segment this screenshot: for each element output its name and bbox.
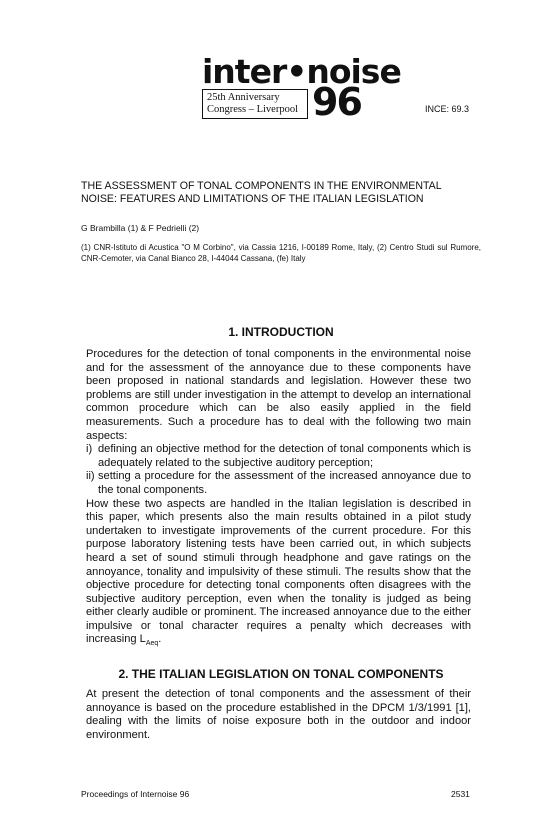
section-2-heading: 2. THE ITALIAN LEGISLATION ON TONAL COMPONENTS <box>118 667 444 681</box>
body-paragraph <box>86 498 471 652</box>
laeq-subscript: Aeq <box>145 640 159 648</box>
logo-box-line1: 25th Anniversary <box>207 92 280 103</box>
list-item-2-text: setting a procedure for the assessment of the increased annoyance due to the tonal components. <box>98 470 471 496</box>
logo-wordmark: inter•noise <box>202 52 401 91</box>
page-number: 2531 <box>451 789 470 799</box>
list-item-2 <box>86 470 471 497</box>
list-item-1-number: i) <box>86 443 93 456</box>
logo-year: 96 <box>312 80 361 124</box>
authors: G Brambilla (1) & F Pedrielli (2) <box>81 223 200 233</box>
ince-code: INCE: 69.3 <box>425 104 470 114</box>
logo-box-line2: Congress – Liverpool <box>207 104 298 115</box>
logo-anniversary-box <box>202 89 308 119</box>
list-item-1-text: defining an objective method for the detection of tonal components which is adequately related to the subjective auditory perception; <box>98 443 471 469</box>
title-line-1: THE ASSESSMENT OF TONAL COMPONENTS IN THE ENVIRONMENTAL <box>81 180 442 192</box>
section-2-paragraph: At present the detection of tonal components and the assessment of their annoyance is based on the procedure established in the DPCM 1/3/1991 [1], dealing with the limits of noise exposure both in the outdoor and indoor environment. <box>86 688 471 741</box>
section-2-body <box>86 688 471 742</box>
list-item-2-number: ii) <box>86 470 95 483</box>
paper-title <box>81 180 481 206</box>
footer-proceedings: Proceedings of Internoise 96 <box>81 789 190 799</box>
title-line-2: NOISE: FEATURES AND LIMITATIONS OF THE ITALIAN LEGISLATION <box>81 193 424 205</box>
affiliations: (1) CNR-Istituto di Acustica "O M Corbino", via Cassia 1216, I-00189 Rome, Italy, (2) Centro Studi sul Rumore, CNR-Cemoter, via Canal Bianco 28, I-44044 Cassana, (fe) Italy <box>81 243 481 263</box>
section-1-heading: 1. INTRODUCTION <box>228 325 334 339</box>
body-end: . <box>158 633 162 646</box>
body-text: How these two aspects are handled in the Italian legislation is described in this paper, which presents also the main results obtained in a pilot study undertaken to investigate improvements of the current procedure. For this purpose laboratory listening tests have been carried out, in which subjects heard a set of sound stimuli through headphone and gave ratings on the annoyance, tonality and impulsivity of these stimuli. The results show that the objective procedure for detecting tonal components often disagrees with the subjective auditory perception, even when the tonality is judged as being either clearly audible or prominent. The increased annoyance due to the either impulsive or tonal character requires a penalty which decreases with increasing L <box>86 497 471 646</box>
intro-paragraph: Procedures for the detection of tonal components in the environmental noise and for the assessment of the annoyance due to these components have been proposed in national standards and legislation. However these two problems are still under investigation in the attempt to develop an international common procedure which can be also easily applied in the field measurements. Such a procedure has to deal with the following two main aspects: <box>86 348 471 442</box>
section-1-body <box>86 348 471 651</box>
internoise-logo <box>200 52 401 124</box>
list-item-1 <box>86 443 471 470</box>
